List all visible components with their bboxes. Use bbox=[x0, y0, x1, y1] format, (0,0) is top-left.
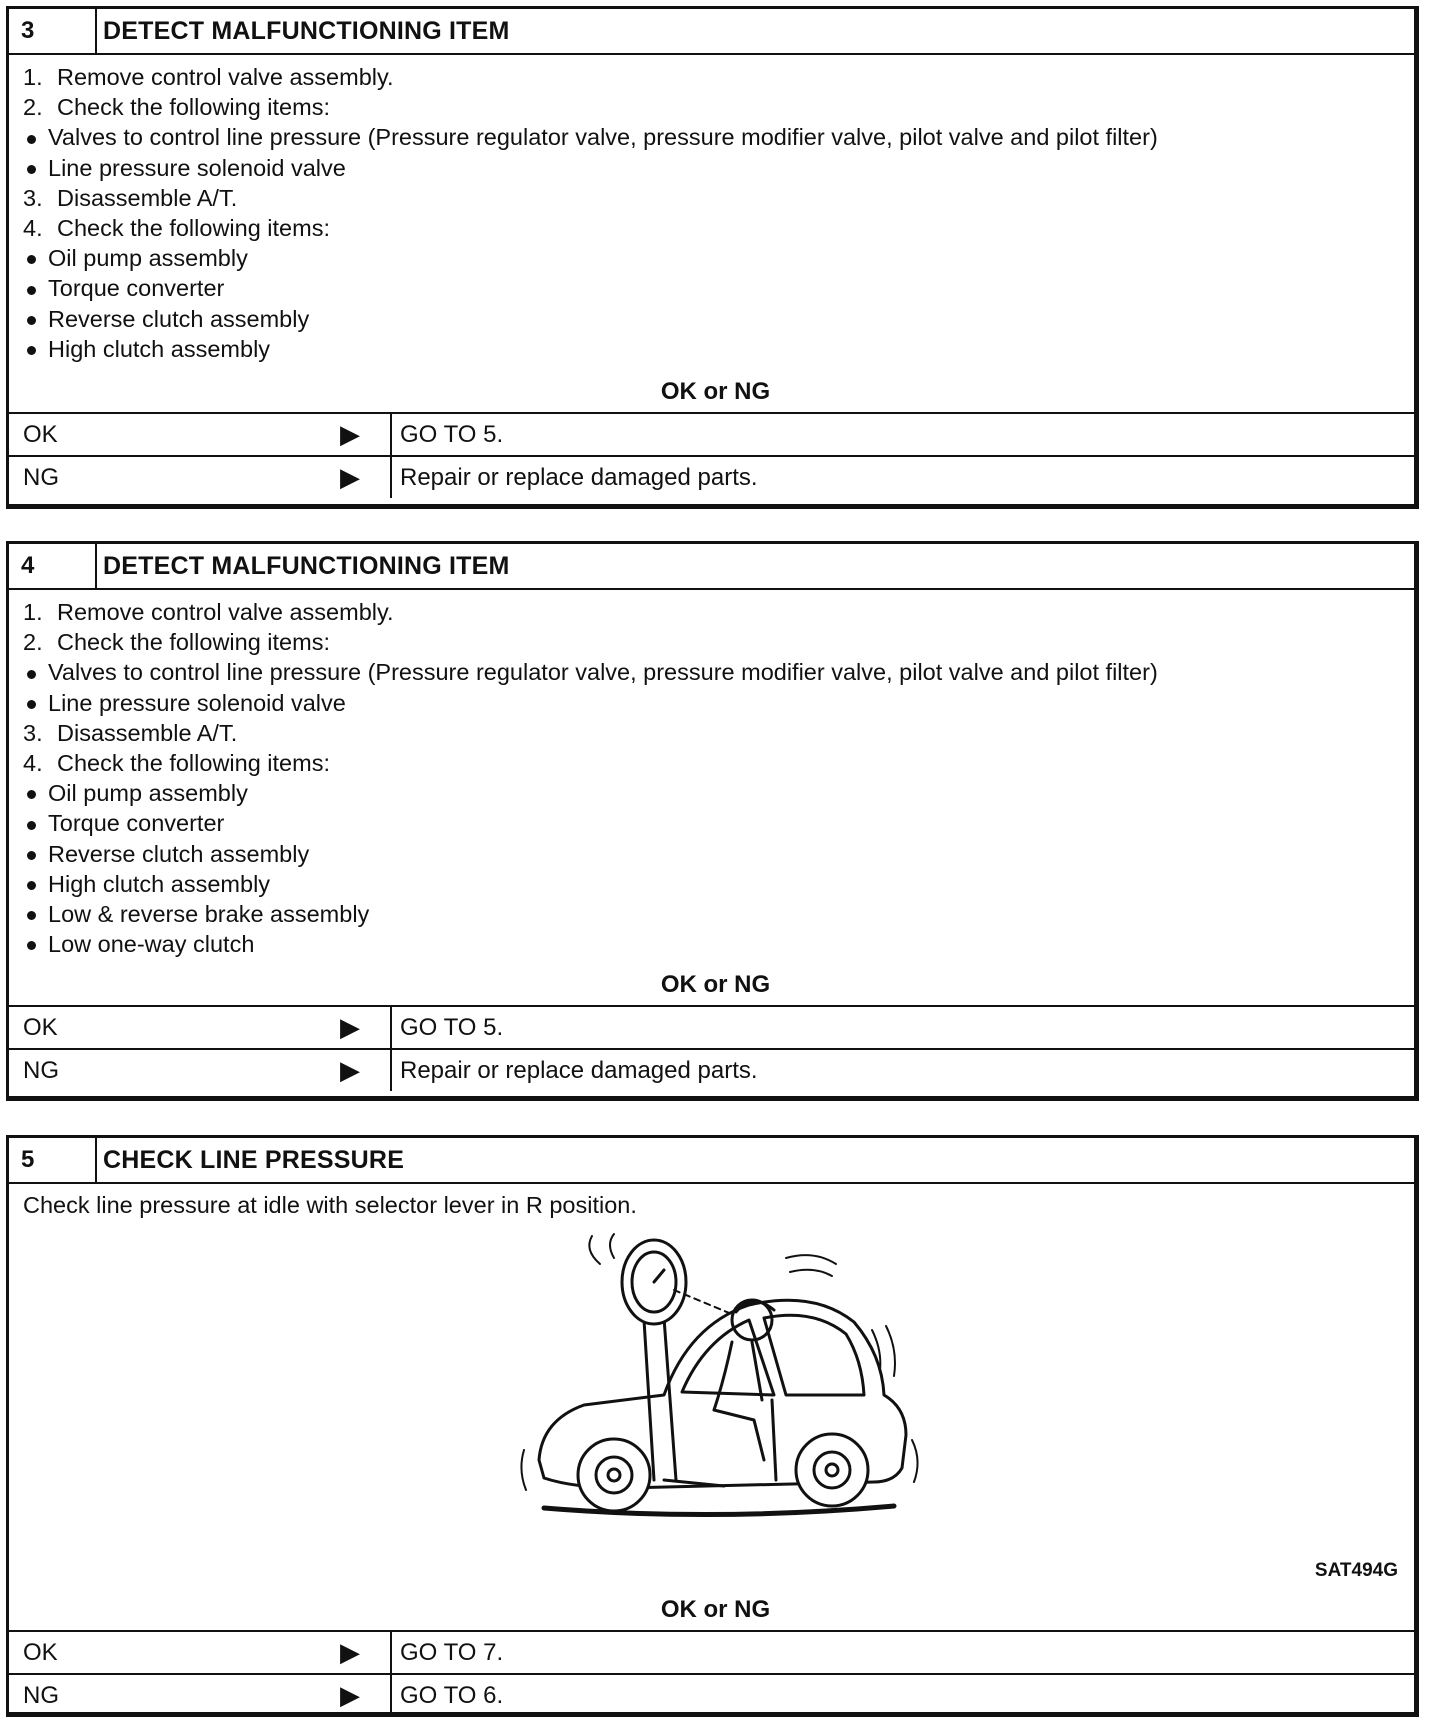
figure-code: SAT494G bbox=[1314, 1560, 1398, 1582]
step-title: DETECT MALFUNCTIONING ITEM bbox=[103, 17, 510, 45]
result-row-ok bbox=[9, 1005, 1414, 1048]
arrow-right-icon: ▶ bbox=[340, 1055, 360, 1086]
instruction-line: Check line pressure at idle with selector lever in R position. bbox=[23, 1192, 637, 1218]
arrow-right-icon: ▶ bbox=[340, 1012, 360, 1043]
instruction-bullet: Low & reverse brake assembly bbox=[9, 899, 1414, 929]
result-label: NG bbox=[23, 463, 59, 491]
bullet-icon bbox=[27, 881, 36, 890]
result-action: GO TO 5. bbox=[400, 1014, 504, 1042]
result-label: OK bbox=[23, 1639, 58, 1667]
instruction-bullet: Oil pump assembly bbox=[9, 243, 1414, 273]
step-instructions bbox=[9, 55, 1414, 364]
step-header bbox=[9, 1138, 1414, 1184]
bullet-icon bbox=[27, 346, 36, 355]
bullet-icon bbox=[27, 700, 36, 709]
step-header bbox=[9, 9, 1414, 55]
instruction-line: 3. Disassemble A/T. bbox=[23, 719, 238, 746]
step-instructions bbox=[9, 1184, 1414, 1220]
instruction-line: 1. Remove control valve assembly. bbox=[23, 599, 394, 625]
instruction-line: 4. Check the following items: bbox=[23, 749, 330, 776]
bullet-icon bbox=[27, 165, 36, 174]
result-row-ok bbox=[9, 412, 1414, 455]
bullet-icon bbox=[27, 316, 36, 325]
step-instructions bbox=[9, 590, 1414, 959]
step-number: 3 bbox=[9, 9, 97, 53]
instruction-line: 3. Disassemble A/T. bbox=[23, 184, 238, 211]
result-row-ng bbox=[9, 1048, 1414, 1091]
instruction-bullet: Reverse clutch assembly bbox=[9, 839, 1414, 869]
result-action: GO TO 7. bbox=[400, 1639, 504, 1667]
result-label: OK bbox=[23, 420, 58, 448]
instruction-line: 2. Check the following items: bbox=[23, 94, 330, 121]
bullet-icon bbox=[27, 135, 36, 144]
instruction-bullet: High clutch assembly bbox=[9, 869, 1414, 899]
instruction-bullet: Torque converter bbox=[9, 273, 1414, 303]
instruction-bullet: Low one-way clutch bbox=[9, 929, 1414, 959]
instruction-bullet: Reverse clutch assembly bbox=[9, 304, 1414, 334]
instruction-bullet: Line pressure solenoid valve bbox=[9, 153, 1414, 183]
arrow-right-icon: ▶ bbox=[340, 461, 360, 492]
result-action: GO TO 5. bbox=[400, 420, 504, 448]
ok-or-ng-label: OK or NG bbox=[660, 377, 771, 405]
ok-or-ng-label: OK or NG bbox=[660, 1596, 771, 1624]
instruction-bullet: High clutch assembly bbox=[9, 334, 1414, 364]
result-row-ng bbox=[9, 455, 1414, 498]
result-action: Repair or replace damaged parts. bbox=[400, 1057, 758, 1085]
bullet-icon bbox=[27, 911, 36, 920]
step-number: 5 bbox=[9, 1138, 97, 1182]
result-row-ng bbox=[9, 1673, 1414, 1716]
arrow-right-icon: ▶ bbox=[340, 1637, 360, 1668]
result-label: OK bbox=[23, 1014, 58, 1042]
ok-or-ng-label: OK or NG bbox=[660, 971, 771, 999]
instruction-bullet: Torque converter bbox=[9, 808, 1414, 838]
instruction-bullet: Line pressure solenoid valve bbox=[9, 688, 1414, 718]
instruction-bullet: Valves to control line pressure (Pressure regulator valve, pressure modifier valve, pilot valve and pilot filter) bbox=[9, 122, 1414, 152]
bullet-icon bbox=[27, 255, 36, 264]
bullet-icon bbox=[27, 790, 36, 799]
result-label: NG bbox=[23, 1057, 59, 1085]
step-header bbox=[9, 544, 1414, 590]
procedure-step-3 bbox=[6, 6, 1419, 509]
car-pressure-gauge-illustration bbox=[514, 1230, 934, 1530]
instruction-line: 2. Check the following items: bbox=[23, 629, 330, 656]
instruction-line: 4. Check the following items: bbox=[23, 214, 330, 241]
procedure-step-4 bbox=[6, 541, 1419, 1101]
bullet-icon bbox=[27, 286, 36, 295]
step-title: CHECK LINE PRESSURE bbox=[103, 1146, 405, 1174]
step-number: 4 bbox=[9, 544, 97, 588]
result-row-ok bbox=[9, 1630, 1414, 1673]
step-title: DETECT MALFUNCTIONING ITEM bbox=[103, 552, 510, 580]
result-action: GO TO 6. bbox=[400, 1682, 504, 1710]
instruction-line: 1. Remove control valve assembly. bbox=[23, 64, 394, 90]
bullet-icon bbox=[27, 851, 36, 860]
bullet-icon bbox=[27, 941, 36, 950]
instruction-bullet: Oil pump assembly bbox=[9, 778, 1414, 808]
arrow-right-icon: ▶ bbox=[340, 418, 360, 449]
bullet-icon bbox=[27, 821, 36, 830]
procedure-step-5 bbox=[6, 1135, 1419, 1717]
bullet-icon bbox=[27, 670, 36, 679]
instruction-bullet: Valves to control line pressure (Pressure regulator valve, pressure modifier valve, pilot valve and pilot filter) bbox=[9, 657, 1414, 687]
arrow-right-icon: ▶ bbox=[340, 1680, 360, 1711]
result-action: Repair or replace damaged parts. bbox=[400, 463, 758, 491]
line-pressure-illustration bbox=[9, 1220, 1414, 1590]
result-label: NG bbox=[23, 1682, 59, 1710]
